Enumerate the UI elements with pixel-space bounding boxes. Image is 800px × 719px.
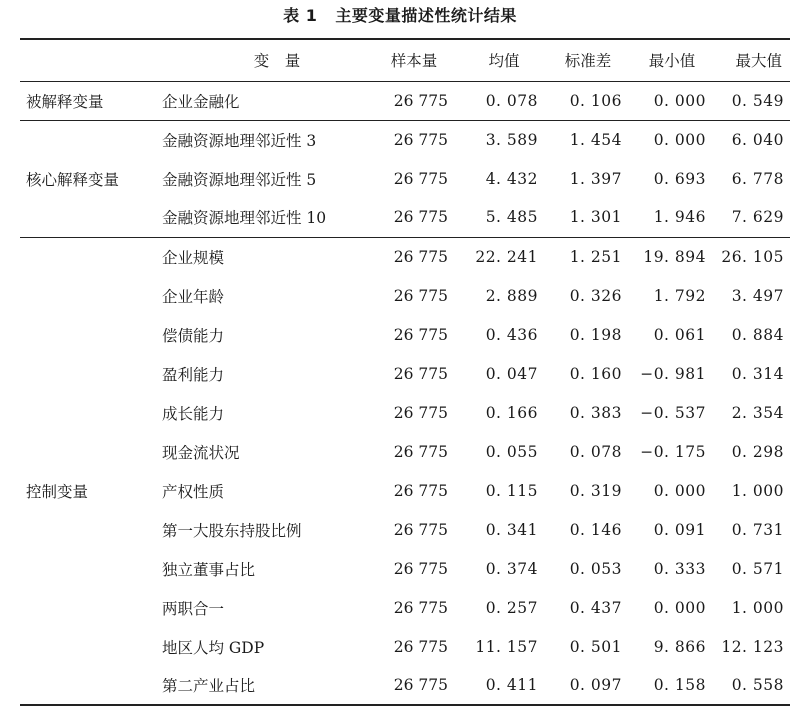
variable-name: 金融资源地理邻近性 10: [162, 209, 327, 228]
cell-n: 26 775: [366, 666, 462, 705]
cell-sd: 1. 251: [546, 237, 630, 276]
variable-name: 现金流状况: [162, 443, 240, 462]
group-cell: [20, 666, 158, 705]
cell-max: 3. 497: [731, 286, 784, 305]
header-sd: 标准差: [546, 39, 630, 81]
cell-sd: 0. 053: [569, 559, 622, 578]
table-row: [20, 393, 790, 432]
header-variable: 变 量: [158, 39, 366, 81]
variable-name: 地区人均 GDP: [162, 638, 265, 657]
cell-mean: 11. 157: [475, 637, 538, 656]
variable-name: 第二产业占比: [158, 666, 366, 705]
cell-min: 1. 946: [653, 208, 706, 227]
cell-mean: 2. 889: [485, 286, 538, 305]
cell-mean: 0. 411: [462, 666, 546, 705]
cell-sd: 0. 160: [569, 364, 622, 383]
cell-min: −0. 981: [640, 364, 706, 383]
cell-mean: 0. 374: [485, 559, 538, 578]
header-min: 最小值: [630, 39, 714, 81]
cell-mean: 0. 047: [485, 364, 538, 383]
group-dependent: 被解释变量: [26, 92, 104, 111]
cell-n: 26 775: [366, 120, 462, 159]
group-core: 核心解释变量: [26, 170, 120, 189]
table-row: [20, 354, 790, 393]
table-row: [20, 237, 790, 276]
group-cell: [20, 393, 158, 432]
table-row: [20, 666, 790, 705]
cell-n: 26 775: [393, 325, 448, 344]
cell-sd: 0. 097: [546, 666, 630, 705]
table-caption: 主要变量描述性统计结果: [335, 6, 517, 25]
cell-sd: 1. 454: [546, 120, 630, 159]
cell-mean: 0. 166: [485, 403, 538, 422]
group-cell: [20, 237, 158, 276]
cell-min: 0. 158: [630, 666, 714, 705]
cell-n: 26 775: [393, 208, 448, 227]
cell-min: 0. 000: [653, 481, 706, 500]
group-cell: [20, 588, 158, 627]
cell-max: 0. 884: [731, 325, 784, 344]
variable-name: 产权性质: [162, 482, 225, 501]
cell-min: −0. 537: [640, 403, 706, 422]
cell-sd: 1. 397: [569, 169, 622, 188]
cell-max: 0. 571: [731, 559, 784, 578]
cell-n: 26 775: [393, 364, 448, 383]
cell-mean: 3. 589: [462, 120, 546, 159]
cell-max: 2. 354: [731, 403, 784, 422]
header-max: 最大值: [714, 39, 790, 81]
cell-min: 1. 792: [653, 286, 706, 305]
table-row: [20, 198, 790, 237]
table-row: [20, 588, 790, 627]
cell-min: 0. 333: [653, 559, 706, 578]
group-cell: [20, 510, 158, 549]
cell-mean: 4. 432: [485, 169, 538, 188]
variable-name: 偿债能力: [162, 326, 225, 345]
variable-name: 企业金融化: [162, 92, 240, 111]
group-cell: [20, 432, 158, 471]
cell-sd: 0. 078: [569, 442, 622, 461]
variable-name: 企业年龄: [162, 287, 225, 306]
cell-n: 26 775: [393, 442, 448, 461]
cell-mean: 0. 055: [485, 442, 538, 461]
variable-name: 企业规模: [158, 237, 366, 276]
cell-min: 19. 894: [630, 237, 714, 276]
cell-sd: 0. 106: [569, 91, 622, 110]
variable-name: 独立董事占比: [162, 560, 256, 579]
cell-max: 1. 000: [731, 598, 784, 617]
cell-n: 26 775: [393, 91, 448, 110]
cell-min: 9. 866: [653, 637, 706, 656]
group-cell: [20, 276, 158, 315]
group-cell: [20, 198, 158, 237]
cell-mean: 22. 241: [462, 237, 546, 276]
variable-name: 金融资源地理邻近性 3: [158, 120, 366, 159]
cell-max: 6. 040: [714, 120, 790, 159]
cell-max: 1. 000: [731, 481, 784, 500]
cell-n: 26 775: [393, 169, 448, 188]
cell-max: 0. 298: [731, 442, 784, 461]
variable-name: 成长能力: [162, 404, 225, 423]
table-row: [20, 432, 790, 471]
cell-min: 0. 061: [653, 325, 706, 344]
cell-max: 0. 549: [731, 91, 784, 110]
cell-n: 26 775: [393, 559, 448, 578]
variable-name: 盈利能力: [162, 365, 225, 384]
table-row: [20, 81, 790, 120]
cell-sd: 0. 319: [569, 481, 622, 500]
cell-n: 26 775: [393, 481, 448, 500]
variable-name: 两职合一: [162, 599, 225, 618]
cell-sd: 0. 383: [569, 403, 622, 422]
cell-min: −0. 175: [640, 442, 706, 461]
header-row: [20, 39, 790, 81]
table-row: [20, 315, 790, 354]
group-cell: [20, 120, 158, 159]
group-cell: [20, 549, 158, 588]
table-row: [20, 120, 790, 159]
header-n: 样本量: [366, 39, 462, 81]
cell-n: 26 775: [393, 286, 448, 305]
cell-sd: 1. 301: [569, 208, 622, 227]
table-number: 表 1: [283, 6, 318, 25]
table-row: [20, 471, 790, 510]
cell-sd: 0. 437: [569, 598, 622, 617]
table-row: [20, 549, 790, 588]
cell-sd: 0. 326: [569, 286, 622, 305]
cell-max: 0. 314: [731, 364, 784, 383]
cell-min: 0. 000: [653, 91, 706, 110]
table-row: [20, 510, 790, 549]
statistics-table: [20, 38, 790, 706]
cell-sd: 0. 146: [569, 520, 622, 539]
table-row: [20, 627, 790, 666]
cell-mean: 0. 115: [485, 481, 538, 500]
cell-n: 26 775: [366, 237, 462, 276]
cell-sd: 0. 198: [569, 325, 622, 344]
cell-max: 7. 629: [731, 208, 784, 227]
cell-min: 0. 693: [653, 169, 706, 188]
group-cell: [20, 315, 158, 354]
cell-mean: 0. 078: [485, 91, 538, 110]
cell-min: 0. 000: [630, 120, 714, 159]
cell-mean: 0. 341: [485, 520, 538, 539]
header-mean: 均值: [462, 39, 546, 81]
cell-mean: 0. 257: [485, 598, 538, 617]
group-control: 控制变量: [26, 482, 89, 501]
cell-mean: 0. 436: [485, 325, 538, 344]
cell-max: 12. 123: [721, 637, 784, 656]
group-cell: [20, 354, 158, 393]
variable-name: 金融资源地理邻近性 5: [162, 170, 317, 189]
variable-name: 第一大股东持股比例: [162, 521, 302, 540]
cell-max: 6. 778: [731, 169, 784, 188]
cell-min: 0. 091: [653, 520, 706, 539]
cell-n: 26 775: [393, 598, 448, 617]
cell-max: 26. 105: [714, 237, 790, 276]
cell-min: 0. 000: [653, 598, 706, 617]
cell-n: 26 775: [393, 403, 448, 422]
table-row: [20, 276, 790, 315]
cell-max: 0. 558: [714, 666, 790, 705]
table-title: [0, 4, 800, 28]
cell-n: 26 775: [393, 637, 448, 656]
table-row: [20, 159, 790, 198]
group-cell: [20, 627, 158, 666]
cell-n: 26 775: [393, 520, 448, 539]
cell-sd: 0. 501: [569, 637, 622, 656]
cell-max: 0. 731: [731, 520, 784, 539]
header-group: [20, 39, 158, 81]
cell-mean: 5. 485: [485, 208, 538, 227]
